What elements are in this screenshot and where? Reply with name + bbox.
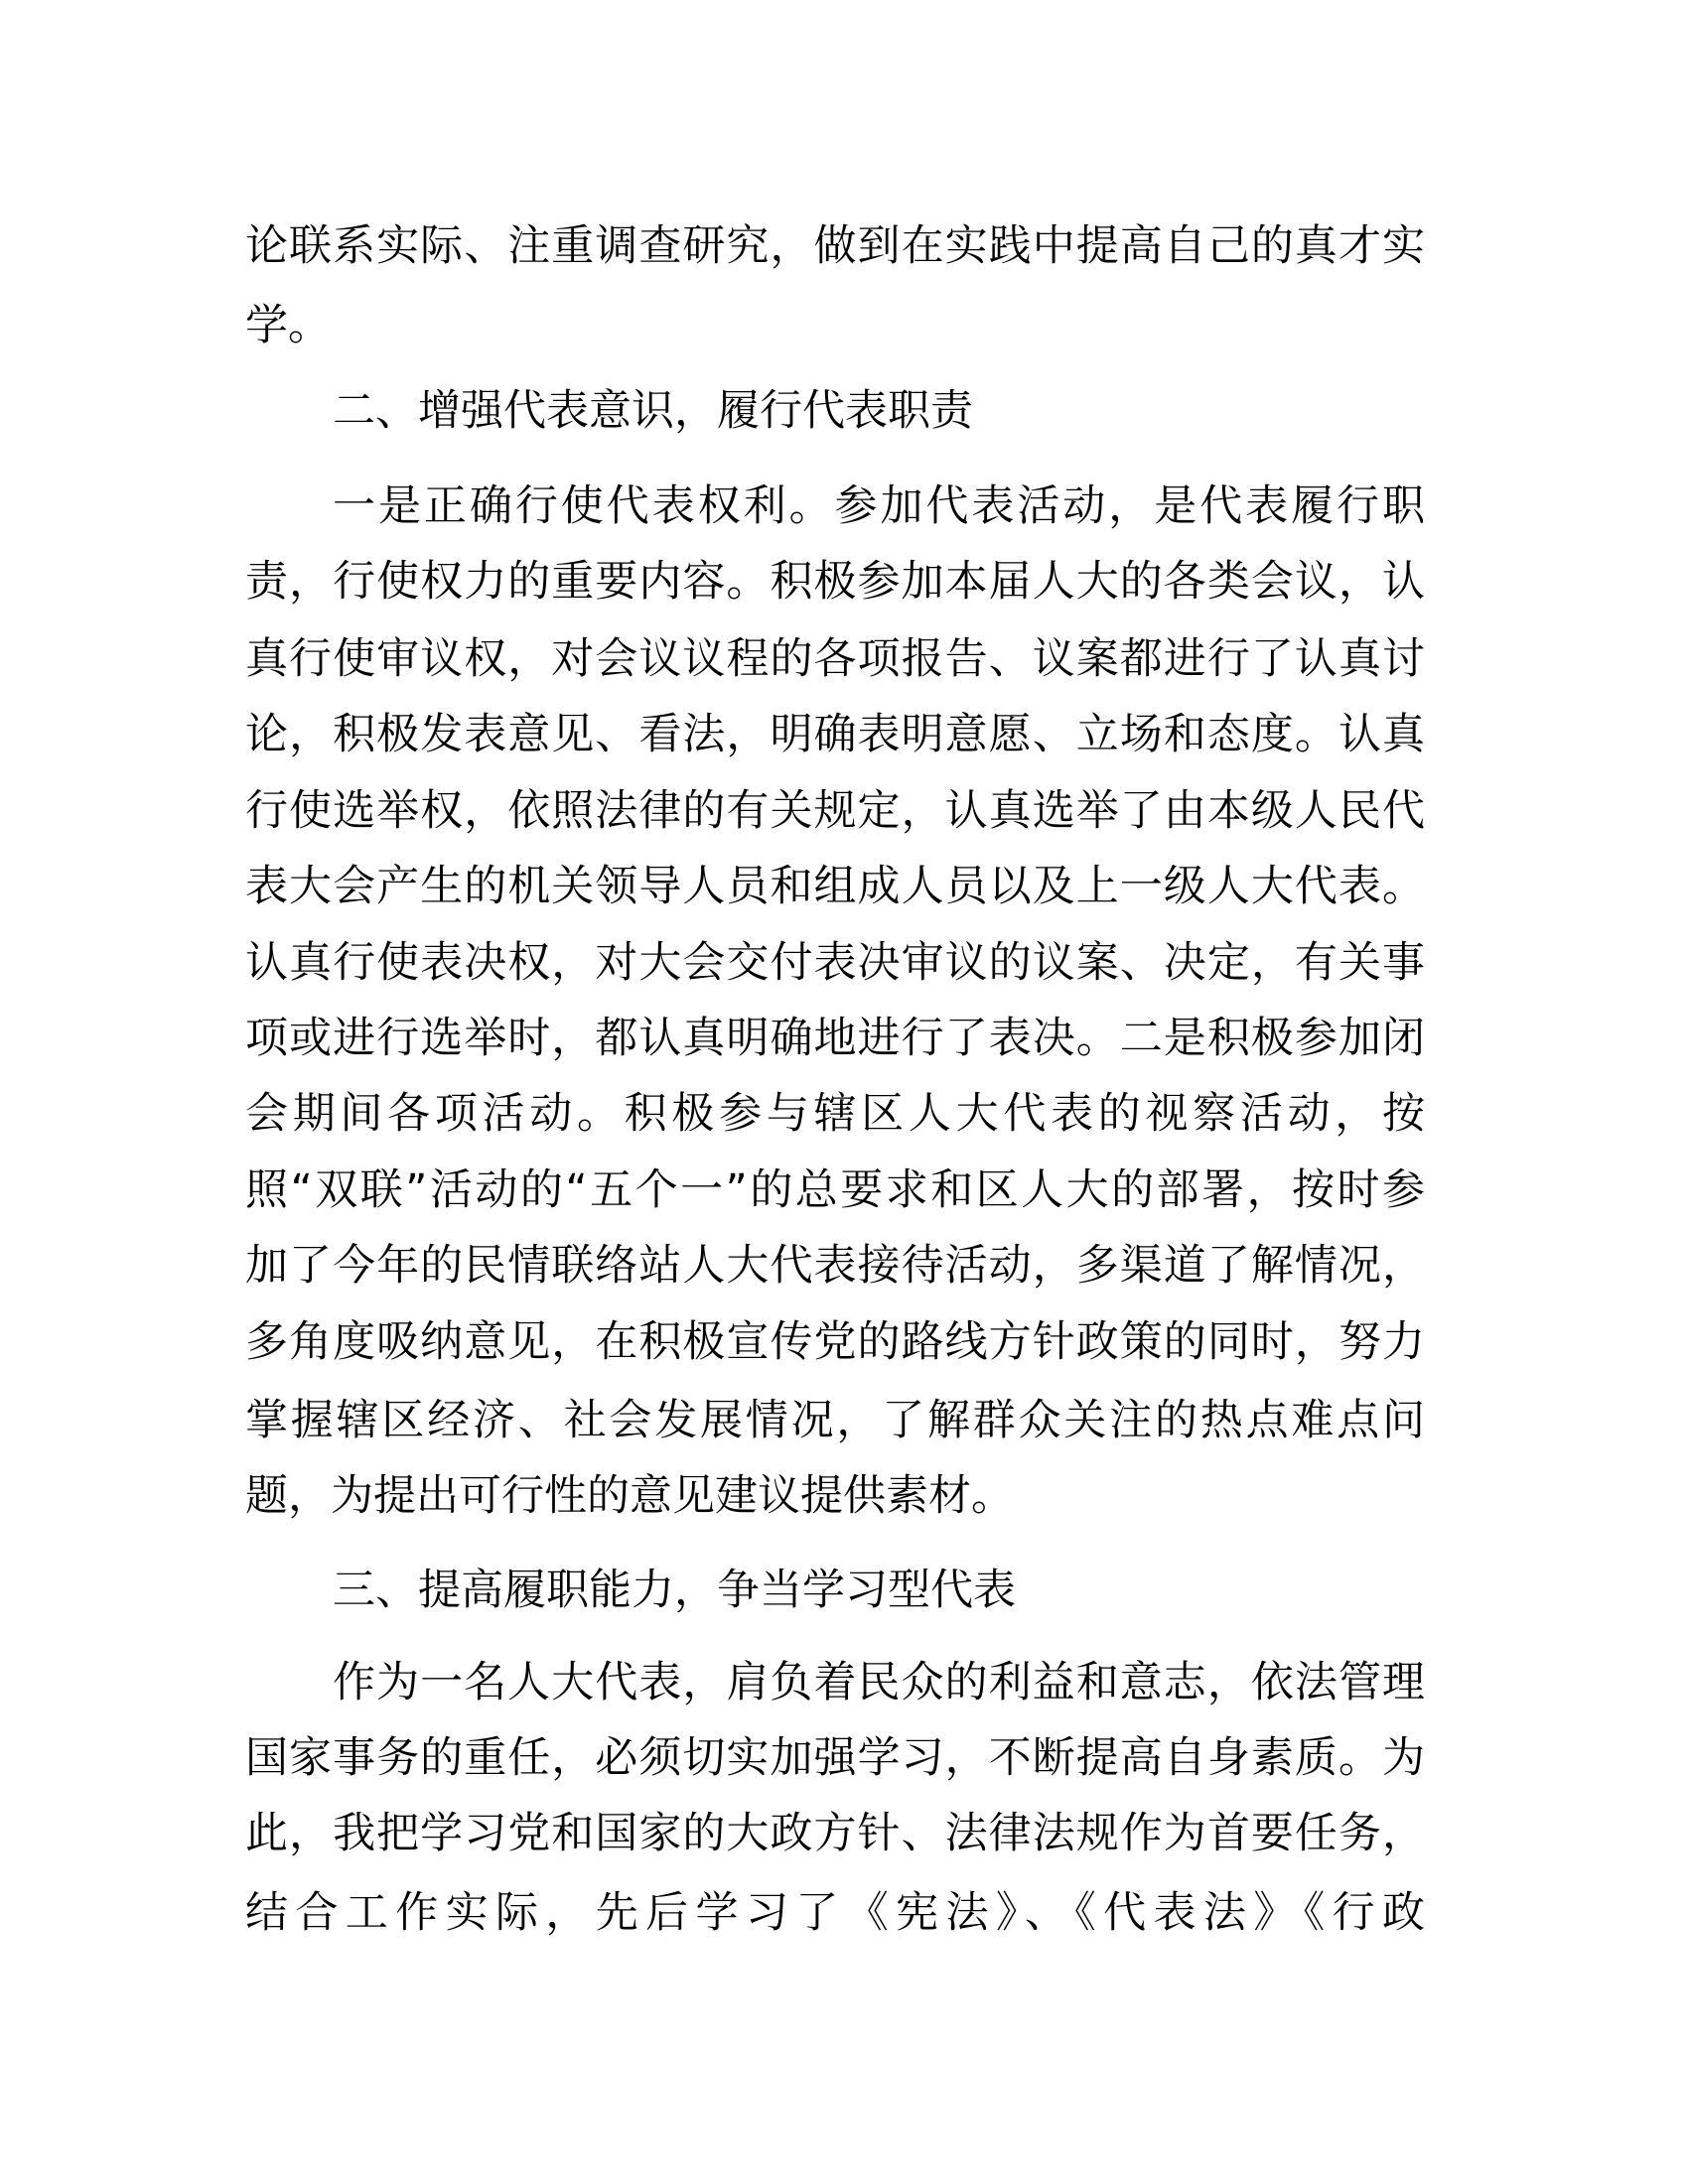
text-line: 论，积极发表意见、看法，明确表明意愿、立场和态度。认真 [245, 710, 1425, 759]
text-line: 会期间各项活动。积极参与辖区人大代表的视察活动，按 [245, 1089, 1425, 1139]
text-line: 题，为提出可行性的意见建议提供素材。 [245, 1471, 1014, 1521]
text-line: 学。 [245, 301, 331, 350]
text-line: 真行使审议权，对会议议程的各项报告、议案都进行了认真讨 [245, 634, 1425, 684]
text-line: 项或进行选举时，都认真明确地进行了表决。二是积极参加闭 [245, 1014, 1425, 1063]
text-line: 作为一名人大代表，肩负着民众的利益和意志，依法管理 [333, 1658, 1425, 1707]
text-line: 此，我把学习党和国家的大政方针、法律法规作为首要任务， [245, 1809, 1425, 1858]
section-heading-2: 二、增强代表意识，履行代表职责 [333, 386, 973, 436]
text-line: 一是正确行使代表权利。参加代表活动，是代表履行职 [333, 481, 1425, 531]
text-line: 照“双联”活动的“五个一”的总要求和区人大的部署，按时参 [245, 1165, 1425, 1215]
text-line: 表大会产生的机关领导人员和组成人员以及上一级人大代表。 [245, 862, 1425, 911]
text-line: 多角度吸纳意见，在积极宣传党的路线方针政策的同时，努力 [245, 1317, 1425, 1367]
section-heading-3: 三、提高履职能力，争当学习型代表 [333, 1566, 1016, 1615]
text-line: 认真行使表决权，对大会交付表决审议的议案、决定，有关事 [245, 938, 1425, 988]
text-line: 论联系实际、注重调查研究，做到在实践中提高自己的真才实 [245, 221, 1425, 271]
text-line: 行使选举权，依照法律的有关规定，认真选举了由本级人民代 [245, 786, 1425, 836]
text-line: 国家事务的重任，必须切实加强学习，不断提高自身素质。为 [245, 1733, 1425, 1783]
text-line: 责，行使权力的重要内容。积极参加本届人大的各类会议，认 [245, 557, 1425, 607]
text-line: 掌握辖区经济、社会发展情况，了解群众关注的热点难点问 [245, 1396, 1425, 1445]
text-line: 加了今年的民情联络站人大代表接待活动，多渠道了解情况， [245, 1241, 1425, 1291]
text-line: 结合工作实际，先后学习了《宪法》、《代表法》《行政 [245, 1888, 1425, 1938]
